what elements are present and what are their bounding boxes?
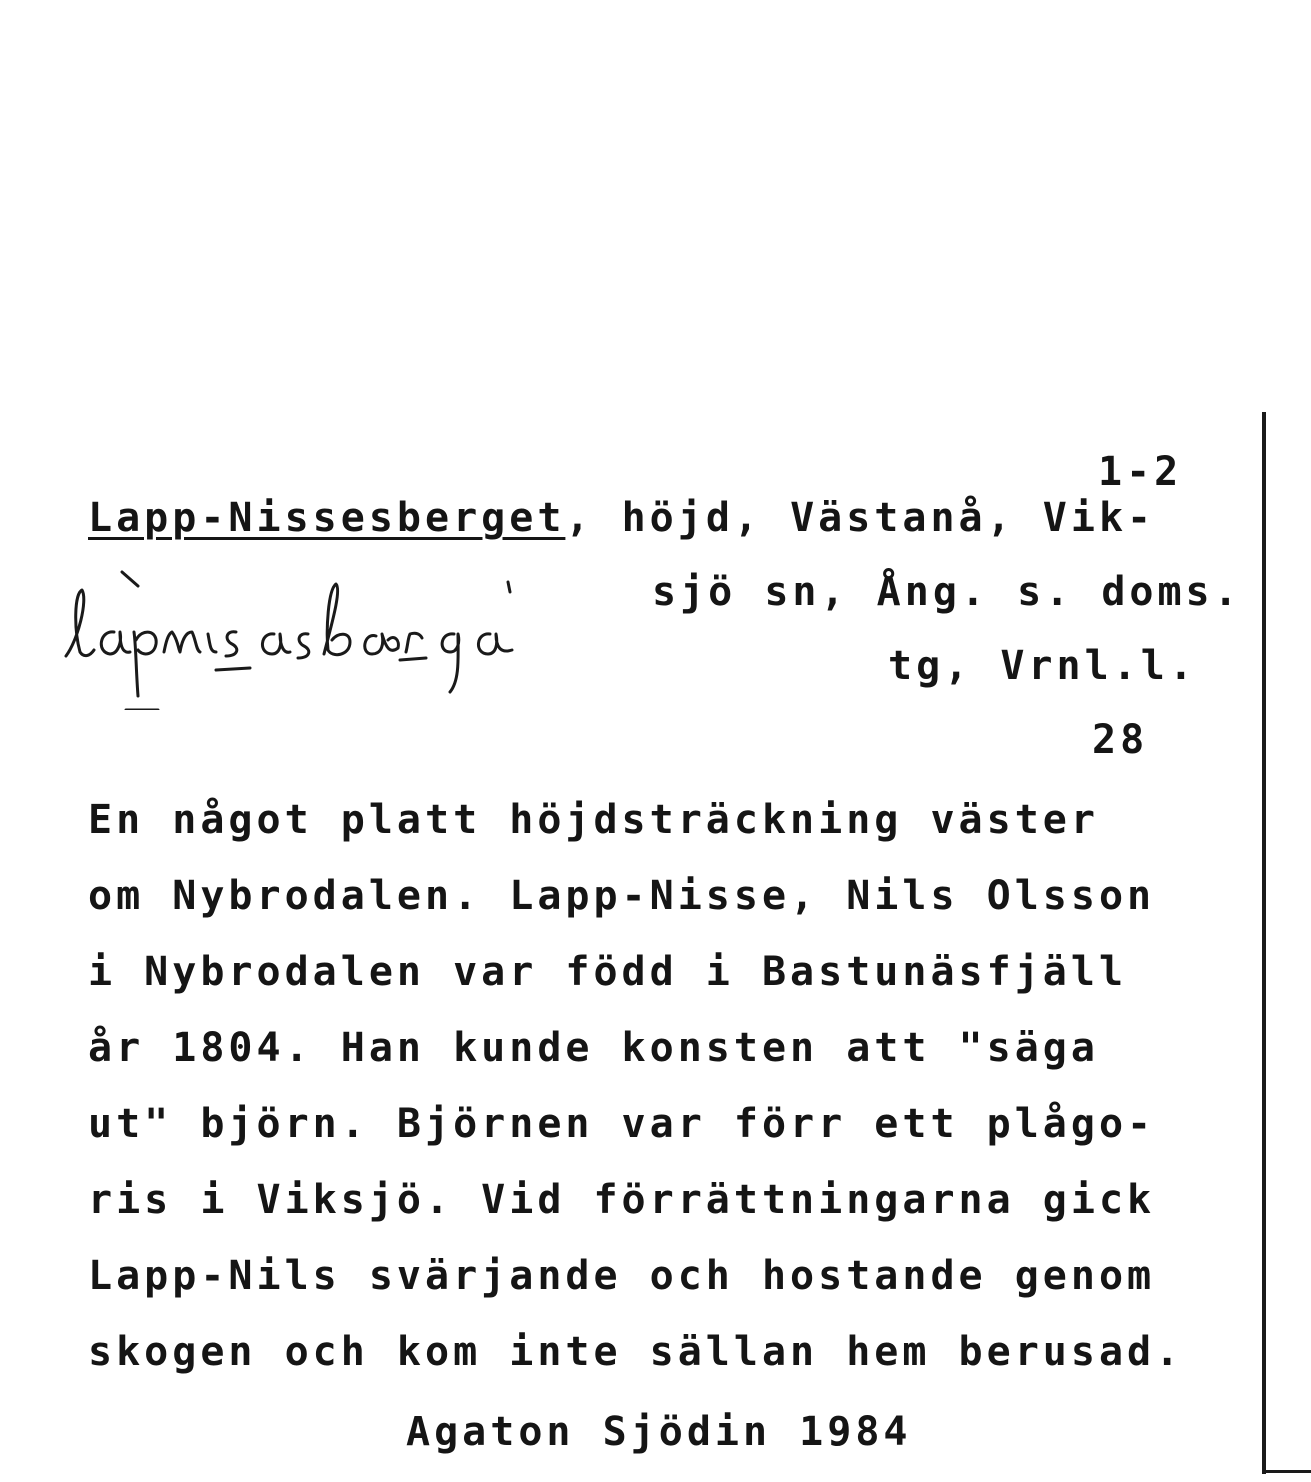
body-line: ris i Viksjö. Vid förrättningarna gick: [88, 1177, 1156, 1223]
body-line: i Nybrodalen var född i Bastunäsfjäll: [88, 949, 1128, 995]
handwritten-pronunciation: [60, 560, 640, 710]
header-line-3: tg, Vrnl.l.: [888, 643, 1197, 689]
header-line-2: sjö sn, Ång. s. doms.: [652, 569, 1242, 615]
body-line: om Nybrodalen. Lapp-Nisse, Nils Olsson: [88, 873, 1156, 919]
signature: Agaton Sjödin 1984: [406, 1409, 912, 1455]
card-right-border: [1262, 412, 1266, 1474]
header-line-1: [88, 495, 1156, 541]
body-line: skogen och kom inte sällan hem berusad.: [88, 1329, 1184, 1375]
body-line: år 1804. Han kunde konsten att "säga: [88, 1025, 1099, 1071]
card-bottom-border: [1262, 1470, 1311, 1473]
header-line-1-rest: , höjd, Västanå, Vik-: [565, 495, 1156, 541]
page-number: 1-2: [1098, 449, 1183, 495]
body-line: Lapp-Nils svärjande och hostande genom: [88, 1253, 1156, 1299]
body-line: En något platt höjdsträckning väster: [88, 797, 1099, 843]
body-line: ut" björn. Björnen var förr ett plågo-: [88, 1101, 1156, 1147]
header-line-4: 28: [1092, 717, 1149, 763]
headword: Lapp-Nissesberget: [88, 495, 566, 541]
